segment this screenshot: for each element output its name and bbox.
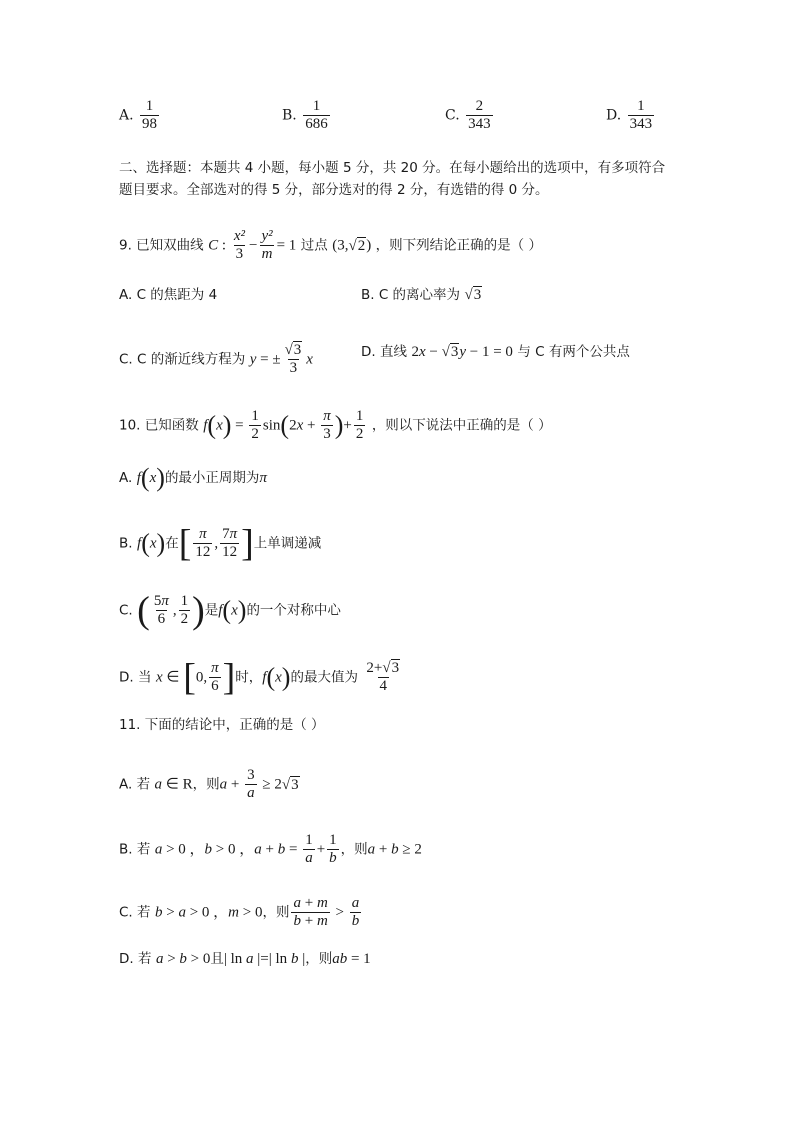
q9-option-b[interactable]: B. C 的离心率为 √3 [361,287,482,303]
q11-stem: 11. 下面的结论中，正确的是（ ） [119,717,325,733]
q8-option-c[interactable]: C. $\frac{2}{343}$ [445,98,491,132]
q11-option-d[interactable]: D. 若 a > b > 0且| ln a |=| ln b |，则ab = 1 [119,951,371,967]
fraction: $\frac{1}{98}$ [142,98,158,132]
q10-option-c[interactable]: C. ( $\frac{5\pi}{6}$ , $\frac{1}{2}$ )是f(x)的一个对称中心 [119,589,341,632]
q9-option-a[interactable]: A. C 的焦距为 4 [119,287,218,303]
fraction: $\frac{2}{343}$ [468,98,491,132]
q10-option-a[interactable]: A. f(x)的最小正周期为π [119,463,267,492]
q9-option-d[interactable]: D. 直线 2x − √3y − 1 = 0 与 C 有两个公共点 [361,344,630,360]
q8-option-d[interactable]: D. $\frac{1}{343}$ [606,98,653,132]
q11-option-a[interactable]: A. 若 a ∈ R，则a + $\frac{3}{a}$ ≥ 2√3 [119,767,299,801]
q9-stem: 9. 已知双曲线 C : $\frac{\text{x²}}{3}$ − $\frac{\text{y²}}{m}$ = 1 过点 (3,√2) ，则下列结论正确的是（ ） [119,228,542,262]
q8-option-a[interactable]: A. $\frac{1}{98}$ [119,98,158,132]
q10-stem: 10. 已知函数 f(x) = $\frac{1}{2}$ sin(2x + $\frac{\pi}{3}$ )+ $\frac{1}{2}$ ，则以下说法中正确的是（ ） [119,408,552,442]
section2-line1: 二、选择题：本题共 4 小题，每小题 5 分，共 20 分。在每小题给出的选项中，有多项符合 [119,160,666,176]
q8-option-b[interactable]: B. $\frac{1}{686}$ [282,98,328,132]
fraction: $\frac{1}{343}$ [629,98,653,132]
q9-option-c[interactable]: C. C 的渐近线方程为 y = ± $\frac{√3}{3}$ x [119,342,313,376]
fraction: $\frac{1}{686}$ [305,98,328,132]
q10-option-d[interactable]: D. 当 x ∈ [0, $\frac{\pi}{6}$ ]时，f(x)的最大值为 $\frac{2+√3}{4}$ [119,656,400,699]
math-expr: C [208,237,219,254]
q11-option-b[interactable]: B. 若 a > 0 ，b > 0 ，a + b = $\frac{1}{a}$ + $\frac{1}{b}$ ，则a + b ≥ 2 [119,832,422,866]
q11-option-c[interactable]: C. 若 b > a > 0 ，m > 0，则 $\frac{a + m}{b + m}$ > $\frac{a}{b}$ [119,895,360,929]
q10-option-b[interactable]: B. f(x)在[ $\frac{\pi}{12}$ , $\frac{7\pi}{12}$ ]上单调递减 [119,522,322,565]
section2-line2: 题目要求。全部选对的得 5 分，部分选对的得 2 分，有选错的得 0 分。 [119,182,549,198]
